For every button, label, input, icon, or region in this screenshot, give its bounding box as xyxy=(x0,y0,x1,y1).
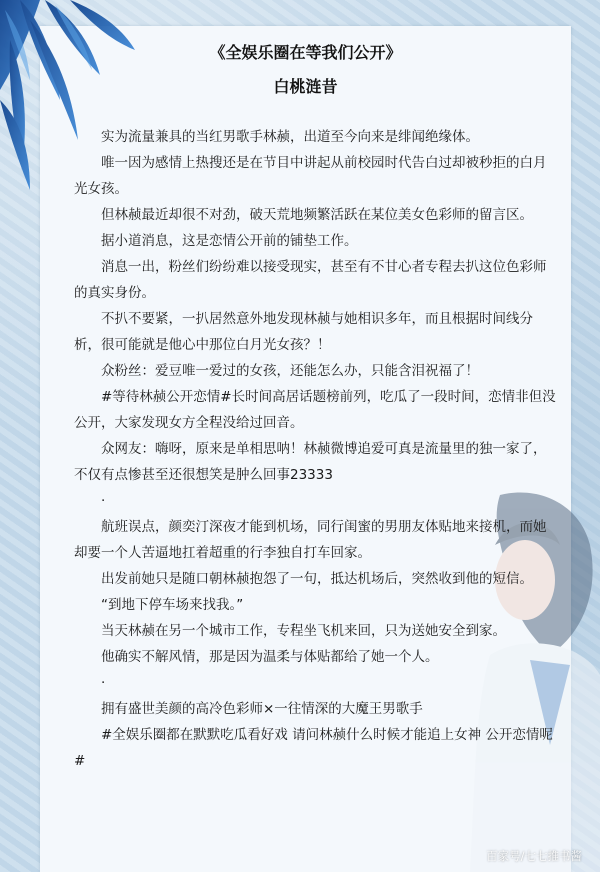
paragraph: 拥有盛世美颜的高冷色彩师×一往情深的大魔王男歌手 xyxy=(101,701,423,717)
paragraph: 航班误点，颜奕汀深夜才能到机场，同行闺蜜的男朋友体贴地来接机，而她却要一个人苦逼地扛着超重的行李独自打车回家。 xyxy=(74,519,547,561)
paragraph: 据小道消息，这是恋情公开前的铺垫工作。 xyxy=(101,233,358,249)
paragraph: #等待林赪公开恋情#长时间高居话题榜前列，吃瓜了一段时间，恋情非但没公开，大家发现女方全程没给过回音。 xyxy=(74,389,556,431)
watermark: 百家号/七七推书酱 xyxy=(486,849,582,863)
paragraph: 唯一因为感情上热搜还是在节目中讲起从前校园时代告白过却被秒拒的白月光女孩。 xyxy=(74,155,547,197)
paragraph: 消息一出，粉丝们纷纷难以接受现实，甚至有不甘心者专程去扒这位色彩师的真实身份。 xyxy=(74,259,547,301)
synopsis-body xyxy=(74,124,556,774)
paragraph: 当天林赪在另一个城市工作，专程坐飞机来回，只为送她安全到家。 xyxy=(101,623,506,639)
paragraph: 众网友：嗨呀，原来是单相思呐！林赪微博追爱可真是流量里的独一家了，不仅有点惨甚至还很想笑是肿么回事23333 xyxy=(74,441,547,483)
paragraph: 不扒不要紧，一扒居然意外地发现林赪与她相识多年，而且根据时间线分析，很可能就是他心中那位白月光女孩？！ xyxy=(74,311,533,353)
paragraph: 众粉丝：爱豆唯一爱过的女孩，还能怎么办，只能含泪祝福了！ xyxy=(101,363,479,379)
paragraph: #全娱乐圈都在默默吃瓜看好戏 请问林赪什么时候才能追上女神 公开恋情呢# xyxy=(74,727,553,769)
paragraph: “到地下停车场来找我。” xyxy=(101,597,244,613)
paragraph: 但林赪最近却很不对劲，破天荒地频繁活跃在某位美女色彩师的留言区。 xyxy=(101,207,533,223)
paragraph: 出发前她只是随口朝林赪抱怨了一句，抵达机场后，突然收到他的短信。 xyxy=(101,571,533,587)
book-title: 《全娱乐圈在等我们公开》 xyxy=(209,43,402,62)
paragraph: · xyxy=(101,675,106,691)
author-name: 白桃涟昔 xyxy=(273,77,338,96)
paragraph: · xyxy=(101,493,106,509)
paragraph: 实为流量兼具的当红男歌手林赪，出道至今向来是绯闻绝缘体。 xyxy=(101,129,479,145)
paragraph: 他确实不解风情，那是因为温柔与体贴都给了她一个人。 xyxy=(101,649,439,665)
